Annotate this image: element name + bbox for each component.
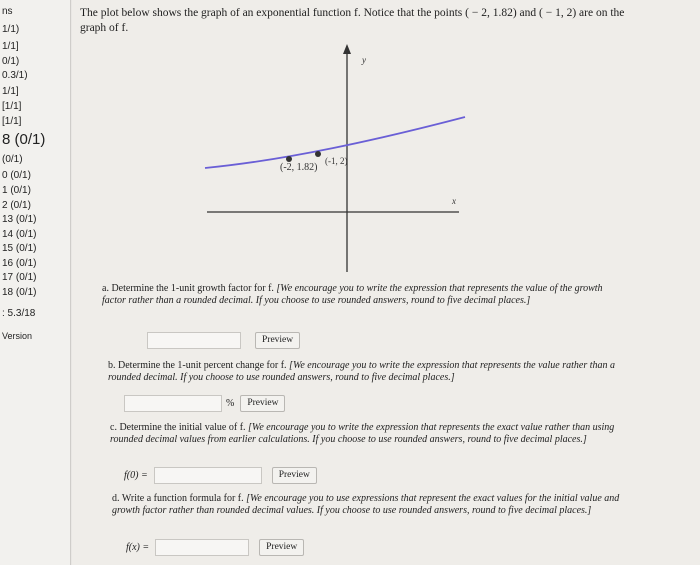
part-b-answer-row (124, 395, 285, 412)
sidebar-item[interactable]: [1/1] (2, 116, 22, 127)
sidebar-item[interactable]: (0/1) (2, 154, 23, 165)
question-intro: The plot below shows the graph of an exponential function f. Notice that the points ( − 2, 1.82) and ( − 1, 2) are on the graph of f. (80, 7, 625, 34)
part-d-answer-row (126, 539, 304, 556)
part-a-hint: [We encourage you to write the expression that represents the value of the growth factor rather than a rounded decimal. If you choose to use rounded answers, round to five decimal places.] (102, 283, 603, 306)
part-a-label: a. (102, 283, 109, 294)
part-d-text: Write a function formula for f. (121, 493, 244, 504)
version-link[interactable]: Version (2, 331, 33, 341)
question-panel (72, 0, 700, 565)
x-axis-label: x (452, 196, 456, 206)
sidebar-item[interactable]: 17 (0/1) (2, 272, 37, 283)
part-b-label: b. (108, 360, 116, 371)
part-d-input[interactable] (155, 539, 249, 556)
part-b-text: Determine the 1-unit percent change for f. (118, 360, 287, 371)
sidebar-item[interactable]: ns (2, 6, 13, 17)
part-d-label: d. (112, 493, 120, 504)
sidebar-item-current[interactable]: 8 (0/1) (2, 131, 46, 148)
point-2 (315, 151, 321, 157)
sidebar-item[interactable]: 0.3/1) (2, 70, 28, 81)
part-b (108, 360, 628, 384)
y-axis-arrow (343, 44, 351, 54)
f0-label: f(0) = (124, 470, 148, 481)
sidebar-item[interactable]: 13 (0/1) (2, 214, 37, 225)
part-c-preview-button[interactable]: Preview (272, 467, 317, 484)
part-a-answer-row (147, 332, 300, 349)
part-a (102, 283, 622, 307)
sidebar-item[interactable]: 14 (0/1) (2, 229, 37, 240)
part-c (110, 422, 630, 446)
fx-label: f(x) = (126, 542, 150, 553)
part-b-preview-button[interactable]: Preview (240, 395, 285, 412)
sidebar-item[interactable]: 0/1) (2, 56, 20, 67)
sidebar-item[interactable]: 18 (0/1) (2, 287, 37, 298)
part-d-hint: [We encourage you to use expressions that represent the exact values for the initial value and growth factor rather than rounded decimal values. If you choose to use rounded answers, round to five decimal places.] (112, 493, 620, 516)
part-c-answer-row (124, 467, 317, 484)
sidebar-item[interactable]: 16 (0/1) (2, 258, 37, 269)
sidebar (0, 0, 71, 565)
exponential-graph (197, 40, 467, 272)
y-axis-label: y (362, 55, 366, 65)
part-a-preview-button[interactable]: Preview (255, 332, 300, 349)
part-a-input[interactable] (147, 332, 241, 349)
score-summary: : 5.3/18 (2, 308, 36, 319)
part-b-hint: [We encourage you to write the expression that represents the value rather than a rounded decimal. If you choose to use rounded answers, round to five decimal places.] (108, 360, 616, 383)
point-label-1: (-2, 1.82) (280, 162, 318, 173)
sidebar-item[interactable]: 2 (0/1) (2, 200, 31, 211)
part-c-label: c. (110, 422, 117, 433)
part-d (112, 493, 632, 517)
sidebar-item[interactable]: 1/1] (2, 41, 19, 52)
part-a-text: Determine the 1-unit growth factor for f. (111, 283, 274, 294)
part-c-input[interactable] (154, 467, 262, 484)
point-label-2: (-1, 2) (325, 156, 348, 166)
sidebar-item[interactable]: [1/1] (2, 101, 22, 112)
sidebar-item[interactable]: 0 (0/1) (2, 170, 31, 181)
sidebar-item[interactable]: 1/1) (2, 24, 20, 35)
sidebar-item[interactable]: 1/1] (2, 86, 19, 97)
sidebar-item[interactable]: 15 (0/1) (2, 243, 37, 254)
part-c-text: Determine the initial value of f. (119, 422, 246, 433)
part-c-hint: [We encourage you to write the expression that represents the exact value rather than using rounded decimal values from earlier calculations. If you choose to use rounded answers, round to five decimal places.] (110, 422, 615, 445)
part-b-input[interactable] (124, 395, 222, 412)
percent-sign: % (226, 398, 235, 409)
sidebar-item[interactable]: 1 (0/1) (2, 185, 31, 196)
part-d-preview-button[interactable]: Preview (259, 539, 304, 556)
